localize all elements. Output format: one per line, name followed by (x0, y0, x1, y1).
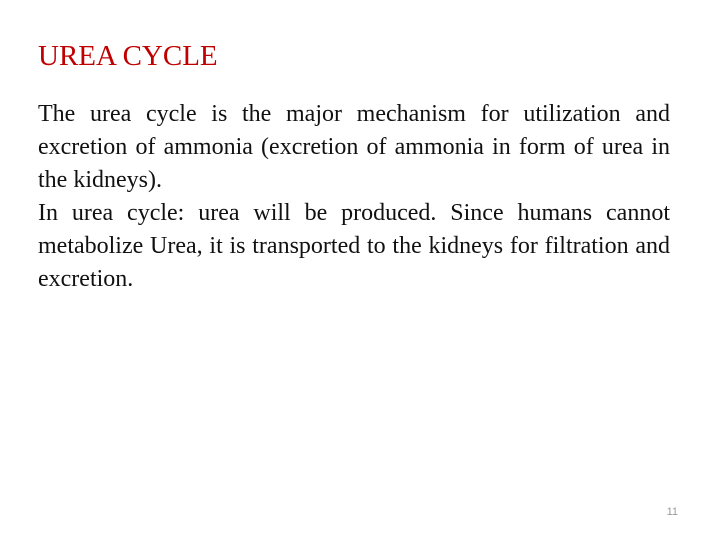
page-number: 11 (666, 506, 678, 518)
body-paragraph-1: The urea cycle is the major mechanism for utilization and excretion of ammonia (excretion of ammonia in form of urea in the kidneys). (38, 101, 670, 193)
body-paragraph-2: In urea cycle: urea will be produced. Since humans cannot metabolize Urea, it is transported to the kidneys for filtration and excretion. (38, 200, 670, 292)
slide-body (38, 98, 670, 296)
slide-title: UREA CYCLE (38, 40, 218, 72)
